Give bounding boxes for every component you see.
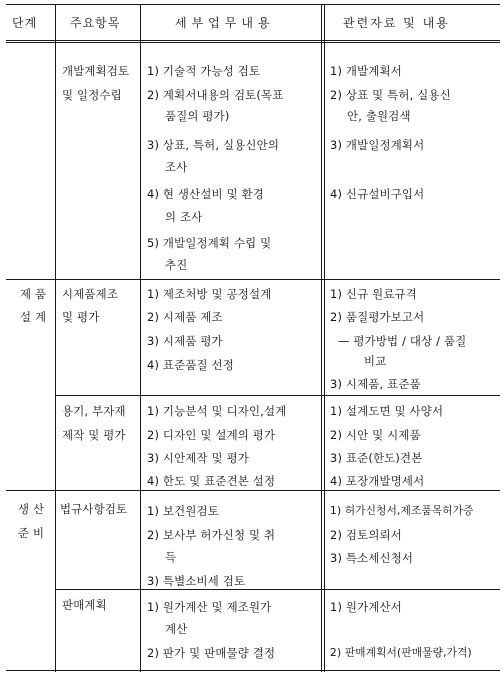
row1-task-2-line2: 품질의 평가) xyxy=(165,109,230,123)
section-divider-2 xyxy=(6,490,500,491)
row1-ref-4: 4) 신규설비구입서 xyxy=(330,187,425,201)
row1-task-5-line1: 5) 개발일정계획 수립 및 xyxy=(147,236,272,250)
row3-ref-2: 2) 시안 및 시제품 xyxy=(330,428,421,442)
row4-ref-2: 2) 검토의뢰서 xyxy=(330,528,402,542)
header-detail: 세부업무내용 xyxy=(175,16,275,30)
row4-ref-3: 3) 특소세신청서 xyxy=(330,551,414,565)
row2-item-line2: 및 평가 xyxy=(62,310,100,324)
row3-ref-3: 3) 표준(한도)견본 xyxy=(330,451,423,465)
row4-ref-1: 1) 허가신청서,제조품목허가증 xyxy=(330,505,474,517)
row3-item-line2: 제작 및 평가 xyxy=(62,428,126,442)
row5-ref-2: 2) 판매계획서(판매물량,가격) xyxy=(330,647,472,659)
row2-stage-line1: 제 품 xyxy=(20,287,47,301)
row2-stage-line2: 설 계 xyxy=(20,310,47,324)
section-divider-1 xyxy=(6,279,500,280)
row3-task-4: 4) 한도 및 표준견본 설정 xyxy=(147,474,276,488)
header-reference: 관련자료 및 내용 xyxy=(343,16,450,30)
row4-task-3: 3) 특별소비세 검토 xyxy=(147,574,246,588)
row3-ref-4: 4) 포장개발명세서 xyxy=(330,474,425,488)
row4-task-2-line1: 2) 보사부 허가신청 및 취 xyxy=(147,528,276,542)
row5-task-2: 2) 판가 및 판매물량 결정 xyxy=(147,646,276,660)
row1-task-4-line1: 4) 현 생산설비 및 환경 xyxy=(147,187,265,201)
row4-task-1: 1) 보건원검토 xyxy=(147,504,219,518)
row4-stage-line2: 준 비 xyxy=(18,526,45,540)
row5-ref-1: 1) 원가계산서 xyxy=(330,600,402,614)
row1-ref-2-line2: 안, 출원검색 xyxy=(347,109,411,123)
row-divider-4 xyxy=(56,589,500,590)
row3-item-line1: 용기, 부자재 xyxy=(62,404,126,418)
row3-ref-1: 1) 설계도면 및 사양서 xyxy=(330,404,444,418)
row3-task-1: 1) 기능분석 및 디자인,설계 xyxy=(147,404,287,418)
row1-item-line2: 및 일정수립 xyxy=(62,88,122,102)
row2-ref-3: 3) 시제품, 표준품 xyxy=(330,377,421,391)
row2-ref-2-subline1: — 평가방법 / 대상 / 품질 xyxy=(338,334,467,348)
col-divider-3a xyxy=(321,4,322,672)
row1-task-3-line1: 3) 상표, 특허, 실용신안의 xyxy=(147,138,280,152)
col-divider-2 xyxy=(140,4,141,672)
row1-ref-1: 1) 개발계획서 xyxy=(330,64,402,78)
row1-task-2-line1: 2) 계획서내용의 검토(목표 xyxy=(147,88,284,102)
row2-task-4: 4) 표준품질 선정 xyxy=(147,358,234,372)
row1-task-3-line2: 조사 xyxy=(165,160,188,174)
row2-ref-1: 1) 신규 원료규격 xyxy=(330,287,417,301)
row1-ref-2-line1: 2) 상표 및 특허, 실용신 xyxy=(330,88,451,102)
header-stage: 단계 xyxy=(12,16,38,30)
table-top-border xyxy=(6,4,500,5)
row2-task-2: 2) 시제품 제조 xyxy=(147,310,223,324)
row4-stage-line1: 생 산 xyxy=(18,502,45,516)
row1-task-4-line2: 의 조사 xyxy=(165,210,203,224)
header-main-item: 주요항목 xyxy=(70,16,121,30)
row3-task-3: 3) 시안제작 및 평가 xyxy=(147,451,249,465)
row2-item-line1: 시제품제조 xyxy=(62,287,119,301)
row4-task-2-line2: 득 xyxy=(165,550,177,564)
row3-task-2: 2) 디자인 및 설계의 평가 xyxy=(147,428,276,442)
row2-task-1: 1) 제조처방 및 공정설계 xyxy=(147,287,272,301)
row5-task-1-line1: 1) 원가계산 및 제조원가 xyxy=(147,600,272,614)
row5-item: 판매계획 xyxy=(62,598,107,612)
row2-ref-2: 2) 품질평가보고서 xyxy=(330,310,425,324)
header-divider-double xyxy=(6,42,500,43)
row1-task-5-line2: 추진 xyxy=(165,258,188,272)
row1-task-1: 1) 기술적 가능성 검토 xyxy=(147,64,261,78)
col-divider-3b xyxy=(324,4,325,672)
row-divider-2 xyxy=(56,395,500,396)
row2-task-3: 3) 시제품 평가 xyxy=(147,334,223,348)
table-bottom-border xyxy=(6,670,500,671)
row2-ref-2-subline2: 비교 xyxy=(364,354,387,368)
col-divider-1 xyxy=(55,4,56,672)
header-divider xyxy=(6,40,500,41)
row5-task-1-line2: 계산 xyxy=(165,622,188,636)
row4-item: 법규사항검토 xyxy=(60,502,128,516)
row1-ref-3: 3) 개발일정계획서 xyxy=(330,138,425,152)
row1-item-line1: 개발계획검토 xyxy=(62,64,130,78)
